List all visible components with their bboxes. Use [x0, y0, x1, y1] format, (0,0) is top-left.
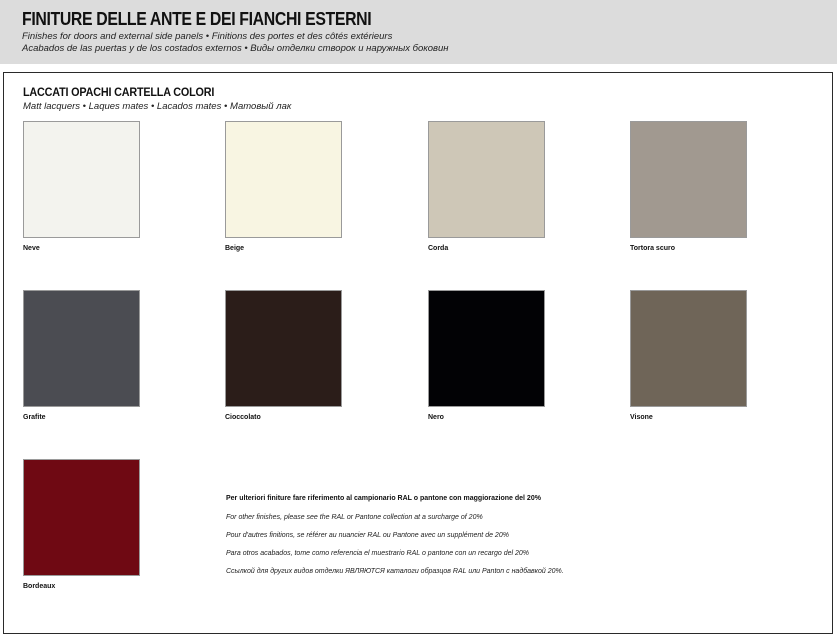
page-subtitle-line2: Acabados de las puertas y de los costados externos • Виды отделки створок и наружных боковин	[22, 43, 449, 54]
swatch-bordeaux	[23, 459, 140, 576]
swatch-corda	[428, 121, 545, 238]
swatch-label-grafite: Grafite	[23, 414, 46, 421]
swatch-tortora-scuro	[630, 121, 747, 238]
swatch-label-bordeaux: Bordeaux	[23, 583, 56, 590]
page-header	[0, 0, 837, 64]
swatch-label-beige: Beige	[225, 245, 245, 252]
swatch-nero	[428, 290, 545, 407]
color-chart-panel	[3, 72, 833, 634]
swatch-label-tortora-scuro: Tortora scuro	[630, 245, 675, 252]
swatch-beige	[225, 121, 342, 238]
page-title: FINITURE DELLE ANTE E DEI FIANCHI ESTERNI	[22, 9, 372, 29]
note-italian: Per ulteriori finiture fare riferimento al campionario RAL o pantone con maggiorazione del 20%	[226, 495, 541, 502]
swatch-label-neve: Neve	[23, 245, 40, 252]
note-french: Pour d'autres finitions, se référer au nuancier RAL ou Pantone avec un supplément de 20%	[226, 532, 509, 539]
section-subtitle: Matt lacquers • Laques mates • Lacados mates • Матовый лак	[23, 101, 292, 112]
swatch-neve	[23, 121, 140, 238]
page-subtitle-line1: Finishes for doors and external side panels • Finitions des portes et des côtés extérieurs	[22, 31, 393, 42]
swatch-label-nero: Nero	[428, 414, 444, 421]
swatch-label-corda: Corda	[428, 245, 449, 252]
note-russian: Ссылкой для других видов отделки ЯВЛЯЮТСЯ каталоги образцов RAL или Panton с надбавкой 20%.	[226, 568, 564, 575]
note-spanish: Para otros acabados, tome como referencia el muestrario RAL o pantone con un recargo del 20%	[226, 550, 529, 557]
swatch-cioccolato	[225, 290, 342, 407]
swatch-label-visone: Visone	[630, 414, 653, 421]
swatch-visone	[630, 290, 747, 407]
section-title: LACCATI OPACHI CARTELLA COLORI	[23, 85, 215, 99]
swatch-grafite	[23, 290, 140, 407]
note-english: For other finishes, please see the RAL or Pantone collection at a surcharge of 20%	[226, 514, 483, 521]
swatch-label-cioccolato: Cioccolato	[225, 414, 261, 421]
